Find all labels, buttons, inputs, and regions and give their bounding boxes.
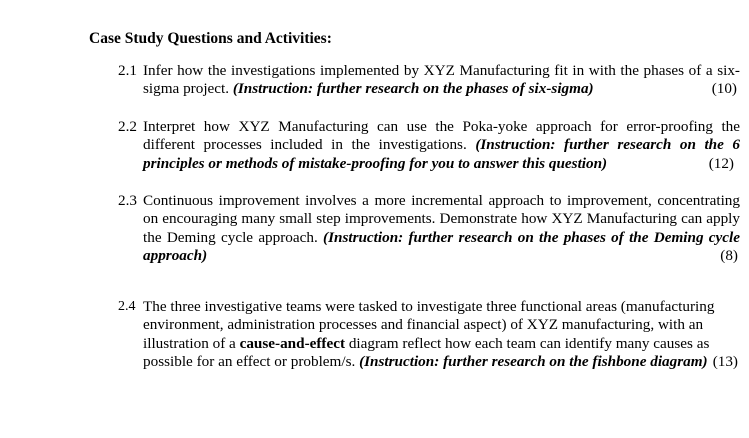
question-number: 2.2 [118,118,137,135]
question-body [143,62,740,99]
question-instruction: (Instruction: further research on the phases of six-sigma) [232,80,594,98]
question-text: Infer how the investigations implemented by XYZ Manufacturing fit in with the phases of a six-sigma project. [143,62,740,98]
question-2-1 [118,62,740,99]
question-instruction: (Instruction: further research on the phases of the Deming cycle approach) [143,228,740,264]
question-text-before: The three investigative teams were tasked to investigate three functional areas (manufacturing environment, administration processes and financial aspect) of XYZ manufacturing, with an illustration of a [143,298,715,352]
question-text: Interpret how XYZ Manufacturing can use the Poka-yoke approach for error-proofing the different processes included in the investigations. [143,118,740,154]
question-marks: (12) [708,154,734,172]
question-bold-term: cause-and-effect [239,334,346,352]
question-marks: (8) [720,246,738,264]
question-body [143,192,740,265]
question-marks: (10) [711,80,737,98]
section-heading: Case Study Questions and Activities: [89,30,332,47]
question-instruction: (Instruction: further research on the 6 principles or methods of mistake-proofing for you to answer this question) [143,136,740,172]
question-body [143,298,740,371]
question-instruction: (Instruction: further research on the fishbone diagram) [359,352,708,370]
question-number: 2.4 [118,299,136,314]
question-text: Continuous improvement involves a more incremental approach to improvement, concentrating on encouraging many small step improvements. Demonstrate how XYZ Manufacturing can apply the Deming cycle approach. [143,192,740,246]
question-2-2 [118,118,740,173]
question-body [143,118,740,173]
question-2-3 [118,192,740,265]
question-marks: (13) [712,352,738,370]
question-2-4 [118,298,740,371]
question-number: 2.1 [118,62,137,79]
question-number: 2.3 [118,192,137,209]
question-text-after: diagram reflect how each team can identify many causes as possible for an effect or problem/s. [143,334,710,370]
